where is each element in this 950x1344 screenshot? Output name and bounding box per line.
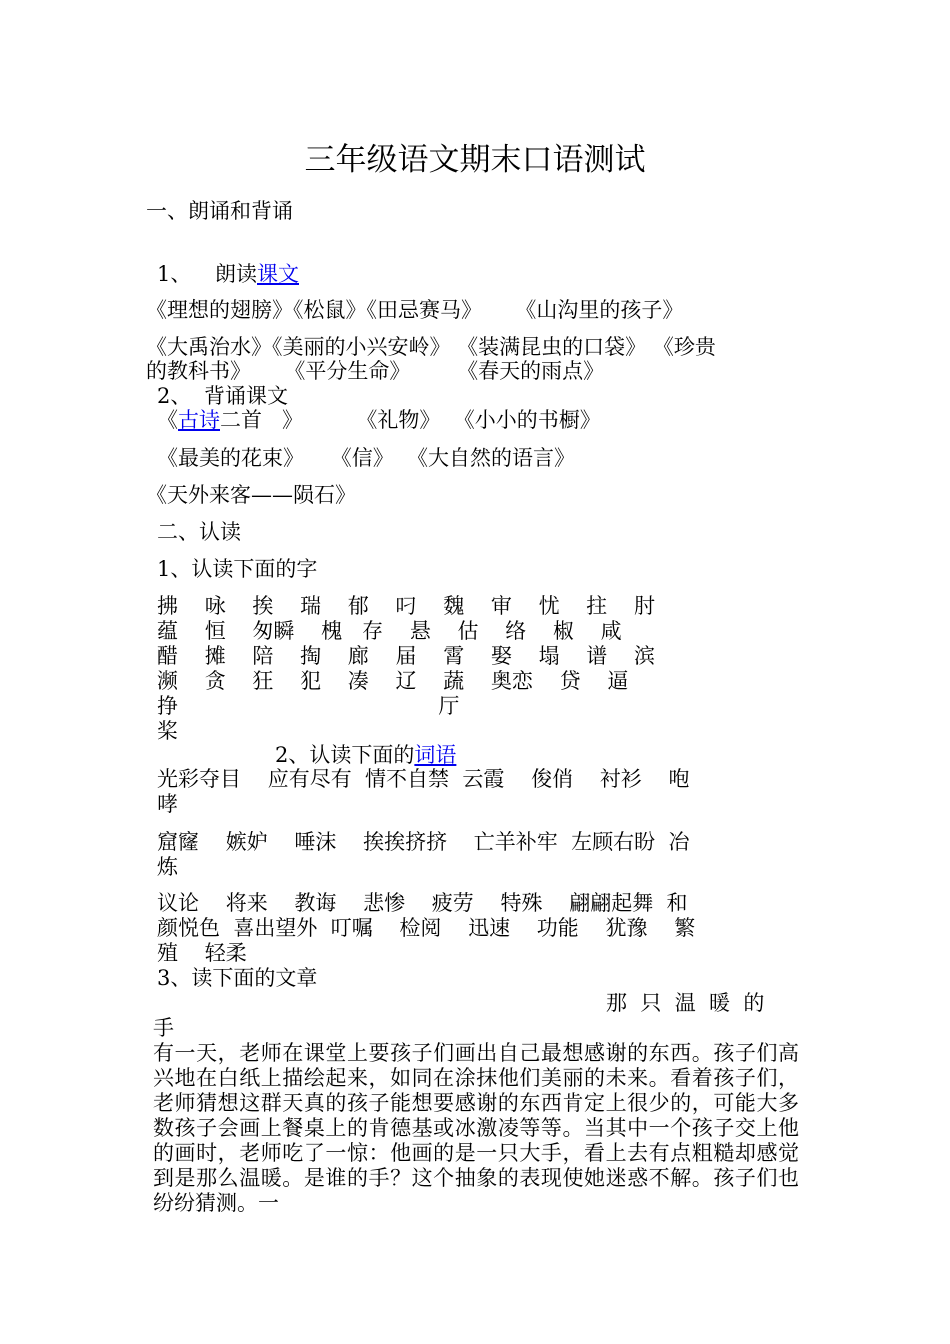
link-ciyu[interactable]: 词语 [414,743,457,767]
link-gushi[interactable]: 古诗 [178,408,220,432]
word-row: 议论 将来 教诲 悲惨 疲劳 特殊 翩翩起舞 和 [157,891,688,915]
reading-list-row-1: 《理想的翅膀》《松鼠》《田忌赛马》 《山沟里的孩子》 [146,298,684,322]
recite-list-row-1 [157,408,601,433]
word-row: 窟窿 嫉妒 唾沫 挨挨挤挤 亡羊补牢 左顾右盼 冶 [157,830,690,854]
word-row: 炼 [157,855,178,879]
item-number-2: 2、 [157,384,192,408]
item-number-1: 1、 [157,262,192,286]
recite-list-rest: 二首 》 《礼物》 《小小的书橱》 [220,408,601,432]
article-body: 有一天，老师在课堂上要孩子们画出自己最想感谢的东西。孩子们高兴地在白纸上描绘起来，如同在涂抹他们美丽的未来。看着孩子们，老师猜想这群天真的孩子能想要感谢的东西肯定上很少的，可能大多数孩子会画上餐桌上的肯德基或冰激凌等等。当其中一个孩子交上他的画时，老师吃了一惊：他画的是一只大手，看上去有点粗糙却感觉到是那么温暖。是谁的手？这个抽象的表现使她迷惑不解。孩子们也纷纷猜测。一 [153,1041,799,1215]
char-row: 挣 厅 [157,694,460,718]
reading-list-row-2: 《大禹治水》《美丽的小兴安岭》 《装满昆虫的口袋》 《珍贵 [146,335,716,359]
word-row: 殖 轻柔 [157,941,247,965]
article-title: 那 只 温 暖 的 [606,991,765,1015]
article-title-end: 手 [153,1016,174,1040]
section-heading-reading: 二、认读 [157,520,241,544]
item-label-read: 朗读 [215,262,257,286]
reading-list-row-3: 的教科书》 《平分生命》 《春天的雨点》 [146,359,605,383]
page-title: 三年级语文期末口语测试 [304,142,646,178]
subsection-words-label: 2、认读下面的 [275,743,415,767]
subsection-characters: 1、认读下面的字 [157,557,318,581]
word-row: 哮 [157,792,178,816]
char-row: 拂 咏 挨 瑞 郁 叼 魏 审 忧 拄 肘 [157,594,656,618]
bracket-open: 《 [157,408,178,432]
link-kewen[interactable]: 课文 [257,262,299,286]
word-row: 光彩夺目 应有尽有 情不自禁 云霞 俊俏 衬衫 咆 [157,767,690,791]
recite-list-row-3: 《天外来客——陨石》 [146,483,356,507]
subsection-article: 3、读下面的文章 [157,966,318,990]
item-reading-line [215,262,299,287]
recite-list-row-2: 《最美的花束》 《信》 《大自然的语言》 [157,446,576,470]
char-row: 醋 摊 陪 掏 廊 届 霄 娶 塌 谱 滨 [157,644,656,668]
char-row: 濒 贪 狂 犯 凑 辽 蔬 奥恋 贷 逼 [157,669,629,693]
char-row: 蕴 恒 匆瞬 槐 存 悬 估 络 椒 咸 [157,619,622,643]
subsection-words [275,743,456,768]
char-row: 桨 [157,719,178,743]
section-heading-recitation: 一、朗诵和背诵 [146,199,293,223]
item-label-recite: 背诵课文 [204,384,288,408]
word-row: 颜悦色 喜出望外 叮嘱 检阅 迅速 功能 犹豫 繁 [157,916,696,940]
